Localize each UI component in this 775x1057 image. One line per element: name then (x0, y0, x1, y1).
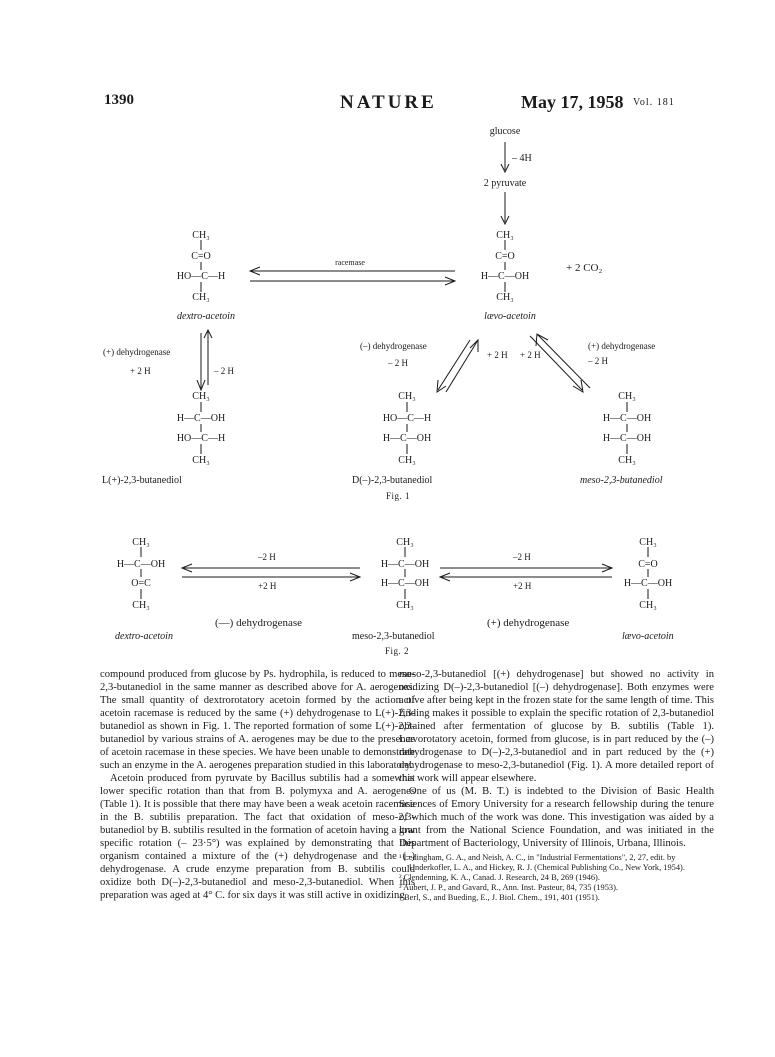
fig2-laevo-ch3-top: CH₃ (639, 537, 657, 548)
dbut-c3: H—C—OH (382, 433, 432, 444)
fig2-dextro-label: dextro-acetoin (115, 631, 173, 642)
minus-2h-left: – 2 H (214, 366, 234, 376)
laevo-ch3-bottom: CH₃ (496, 292, 514, 303)
fig2-meso-label: meso-2,3-butanediol (352, 631, 435, 642)
minus-dehydrogenase-mid: (–) dehydrogenase (360, 341, 427, 351)
fig2-caption: Fig. 2 (385, 646, 410, 656)
dextro-hydroxyl: HO—C—H (176, 271, 226, 282)
fig2-meso-ch3-bottom: CH₃ (396, 600, 414, 611)
paragraph: One of us (M. B. T.) is indebted to the Division of Basic Health Sciences of Emory University for a research fellowship during the tenure of which much of the work was done. This investigation was aided by a grant from the National Science Foundation, and was initiated in the Department of Bacteriology, University of Illinois, Urbana, Illinois. (399, 786, 714, 849)
reference-item: ⁴ Berl, S., and Bueding, E., J. Biol. Chem., 191, 401 (1951). (399, 893, 600, 902)
plus-dehydrogenase-right: (+) dehydrogenase (588, 341, 656, 351)
plus-2h-left: + 2 H (130, 366, 151, 376)
fig2-dextro-c2: H—C—OH (116, 559, 166, 570)
issue-date: May 17, 1958 (521, 92, 624, 112)
lbut-label: L(+)-2,3-butanediol (102, 475, 182, 486)
fig2-meso-c2: H—C—OH (380, 559, 430, 570)
plus-dehydrogenase-left: (+) dehydrogenase (103, 347, 171, 357)
mbut-ch3-top: CH₃ (618, 391, 636, 402)
racemase-label: racemase (335, 258, 365, 267)
reference-item: ² Clendenning, K. A., Canad. J. Research, 24 B, 269 (1946). (399, 873, 600, 882)
mbut-c2: H—C—OH (602, 413, 652, 424)
minus-4h-label: – 4H (512, 153, 532, 164)
mbut-label: meso-2,3-butanediol (580, 475, 663, 486)
minus-2h-mid: – 2 H (388, 358, 408, 368)
fig2-laevo-hydroxyl: H—C—OH (623, 578, 673, 589)
page-number: 1390 (104, 92, 134, 108)
fig2-laevo-carbonyl: C=O (638, 559, 658, 570)
fig1-caption: Fig. 1 (386, 491, 411, 501)
dbut-label: D(–)-2,3-butanediol (352, 475, 433, 486)
lbut-ch3-bottom: CH₃ (192, 455, 210, 466)
fig2-plus-2h-right: +2 H (513, 581, 532, 591)
reference-item: ¹ Ledingham, G. A., and Neish, A. C., in "Industrial Fermentations", 2, 27, edit. by Underkofler, L. A., and Hickey, R. J. (Chemical Publishing Co., New York, 1954). (399, 853, 685, 872)
fig2-laevo-label: lævo-acetoin (622, 631, 674, 642)
laevo-carbonyl: C=O (495, 251, 515, 262)
fig2-dextro-c3: O=C (131, 578, 151, 589)
laevo-hydroxyl: H—C—OH (480, 271, 530, 282)
plus-2h-mid-b: + 2 H (520, 350, 541, 360)
fig2-meso-ch3-top: CH₃ (396, 537, 414, 548)
dextro-acetoin-label: dextro-acetoin (177, 311, 235, 322)
fig2-minus-dehydrogenase: (—) dehydrogenase (215, 617, 303, 629)
lbut-ch3-top: CH₃ (192, 391, 210, 402)
fig2-minus-2h-right: –2 H (513, 552, 531, 562)
dextro-ch3-top: CH₃ (192, 230, 210, 241)
laevo-ch3-top: CH₃ (496, 230, 514, 241)
mbut-ch3-bottom: CH₃ (618, 455, 636, 466)
volume-label: Vol. 181 (633, 97, 675, 108)
fig2-laevo-ch3-bottom: CH₃ (639, 600, 657, 611)
fig2-plus-dehydrogenase: (+) dehydrogenase (487, 617, 570, 629)
lbut-c3: HO—C—H (176, 433, 226, 444)
paragraph: Acetoin produced from pyruvate by Bacillus subtilis had a somewhat lower specific rotation than that from B. polymyxa and A. aerogenes (Table 1). It is possible that there may have been a weak acetoin racemase in the B. subtilis preparation. The fact that oxidation of meso-2,3-butanediol by B. subtilis resulted in the formation of acetoin having a low specific rotation (– 23·5°) was explained by demonstrating that this organism contained a mixture of the (+) dehydrogenase and the (–) dehydrogenase. A crude enzyme preparation from B. subtilis could oxidize both D(–)-2,3-butanediol and meso-2,3-butanediol. When this preparation was aged at 4° C. for six days it was still active in oxidizing (100, 773, 415, 901)
reference-item: ³ Aubert, J. P., and Gavard, R., Ann. Inst. Pasteur, 84, 735 (1953). (399, 883, 618, 892)
plus-2h-mid-a: + 2 H (487, 350, 508, 360)
body-column-right (399, 668, 714, 903)
fig2-minus-2h-left: –2 H (258, 552, 276, 562)
fig2-plus-2h-left: +2 H (258, 581, 277, 591)
pyruvate-label: 2 pyruvate (483, 178, 527, 189)
mbut-c3: H—C—OH (602, 433, 652, 444)
references (399, 853, 714, 903)
co2-label: + 2 CO₂ (566, 262, 603, 274)
minus-2h-right: – 2 H (588, 356, 608, 366)
body-column-left (100, 668, 415, 902)
laevo-acetoin-label: lævo-acetoin (484, 311, 536, 322)
dextro-ch3-bottom: CH₃ (192, 292, 210, 303)
fig2-dextro-ch3-top: CH₃ (132, 537, 150, 548)
fig2-meso-c3: H—C—OH (380, 578, 430, 589)
dbut-ch3-top: CH₃ (398, 391, 416, 402)
dbut-ch3-bottom: CH₃ (398, 455, 416, 466)
fig2-dextro-ch3-bottom: CH₃ (132, 600, 150, 611)
glucose-label: glucose (489, 126, 521, 137)
lbut-c2: H—C—OH (176, 413, 226, 424)
paragraph: compound produced from glucose by Ps. hydrophila, is reduced to meso-2,3-butanediol in the same manner as described above for A. aerogenes. The small quantity of dextrorotatory acetoin formed by the action of acetoin racemase is reduced by the same (+) dehydrogenase to L(+)-2,3-butanediol as shown in Fig. 1. The reported formation of some L(+)-2,3-butanediol by various strains of A. aerogenes may be due to the presence of acetoin racemase in these species. We have been unable to demonstrate such an enzyme in the A. aerogenes preparation studied in this laboratory. (100, 669, 415, 771)
dextro-carbonyl: C=O (191, 251, 211, 262)
journal-title: NATURE (340, 92, 437, 113)
paragraph: meso-2,3-butanediol [(+) dehydrogenase] but showed no activity in oxidizing D(–)-2,3-butanediol [(–) dehydrogenase]. Both enzymes were active after being kept in the frozen state for the same length of time. This finding makes it possible to explain the specific rotation of 2,3-butanediol obtained after fermentation of glucose by B. subtilis (Table 1). Lævorotatory acetoin, formed from glucose, is in part reduced by the (–) dehydrogenase to D(–)-2,3-butanediol and in part reduced by the (+) dehydrogenase to meso-2,3-butanediol (Fig. 1). A more detailed report of this work will appear elsewhere. (399, 669, 714, 784)
dbut-c2: HO—C—H (382, 413, 432, 424)
